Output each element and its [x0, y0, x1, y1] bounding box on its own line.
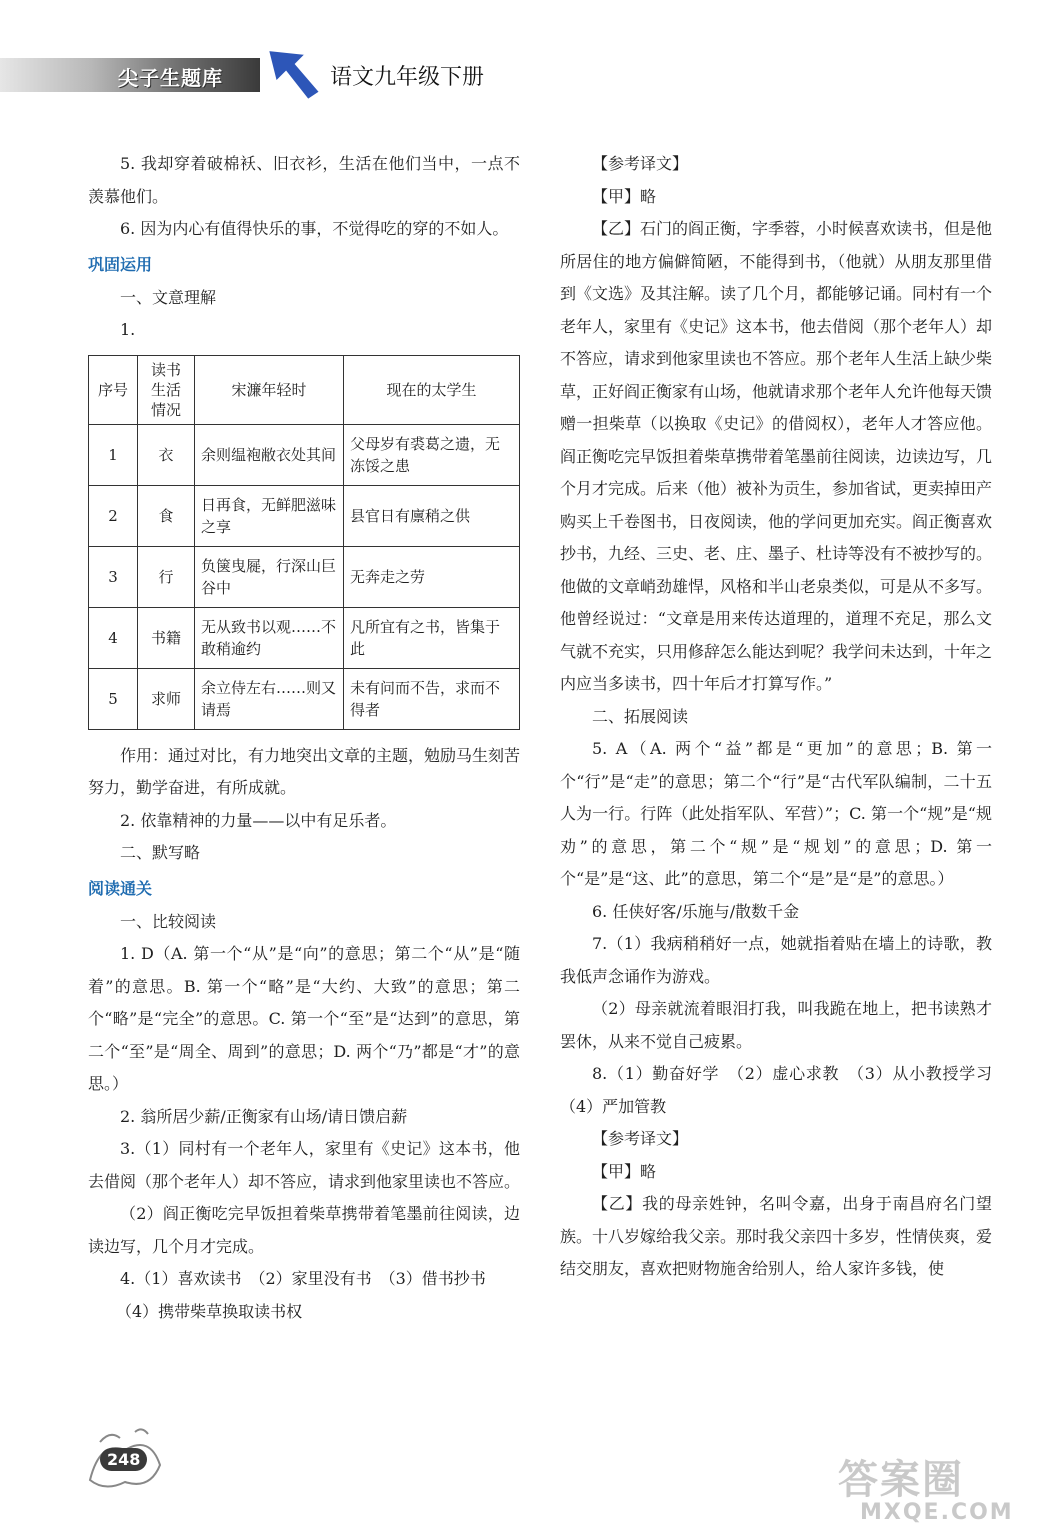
answer-r6: 6. 任侠好客/乐施与/散数千金 — [592, 901, 800, 921]
brand-title: 尖子生题库 — [118, 66, 223, 90]
subsection-comprehension: 一、文意理解 — [120, 287, 217, 307]
subject-title: 语文九年级下册 — [330, 65, 485, 90]
table-cell: 衣 — [138, 424, 195, 485]
right-column — [560, 148, 1009, 1286]
table-cell: 凡所宜有之书，皆集于此 — [344, 607, 520, 668]
answer-r7-2: （2）母亲就流着眼泪打我，叫我跪在地上，把书读熟才罢休，从来不觉自己疲累。 — [560, 999, 992, 1051]
question-1-label: 1. — [120, 320, 136, 339]
table-cell: 4 — [89, 607, 138, 668]
table-header-cell: 宋濂年轻时 — [195, 355, 344, 424]
table-header-cell: 序号 — [89, 355, 138, 424]
translation-yi: 【乙】石门的阎正衡，字季蓉，小时候喜欢读书，但是他所居住的地方偏僻简陋，不能得到书，（他就）从朋友那里借到《文选》及其注解。读了几个月，都能够记诵。同村有一个老年人，家里有《史记》这本书，他去借阅（那个老年人）却不答应，请求到他家里读也不答应。那个老年人生活上缺少柴草，正好阎正衡家有山场，他就请求那个老年人允许他每天馈赠一担柴草（以换取《史记》的借阅权），老年人才答应他。阎正衡吃完早饭担着柴草携带着笔墨前往阅读，边读边写，几个月才完成。后来（他）被补为贡生，参加省试，更卖掉田产购买上千卷图书，日夜阅读，他的学问更加充实。阎正衡喜欢抄书，九经、三史、老、庄、墨子、杜诗等没有不被抄写的。他做的文章峭劲雄悍，风格和半山老泉类似，可是从不多写。他曾经说过：“文章是用来传达道理的，道理不充足，那么文气就不充实，只用修辞怎么能达到呢？我学问未达到，十年之内应当多读书，四十年后才打算写作。” — [560, 219, 993, 693]
answer-r7-1: 7.（1）我病稍稍好一点，她就指着贴在墙上的诗歌，教我低声念诵作为游戏。 — [560, 934, 992, 986]
table-row — [89, 668, 520, 729]
reference-translation-heading: 【参考译文】 — [592, 154, 689, 173]
comparison-table — [88, 355, 520, 730]
subsection-dictation: 二、默写略 — [120, 843, 201, 862]
answer-r8: 8.（1）勤奋好学 （2）虚心求教 （3）从小教授学习 （4）严加管教 — [560, 1064, 1009, 1116]
table-cell: 余则缊袍敝衣处其间 — [195, 424, 344, 485]
table-cell: 无从致书以观……不敢稍逾约 — [195, 607, 344, 668]
subsection-extended-reading: 二、拓展阅读 — [592, 706, 689, 726]
reference-translation-heading-2: 【参考译文】 — [592, 1129, 689, 1148]
table-header-row — [89, 355, 520, 424]
translation-jia: 【甲】略 — [592, 186, 657, 206]
table-cell: 父母岁有裘葛之遗，无冻馁之患 — [344, 424, 520, 485]
table-cell: 县官日有廪稍之供 — [344, 485, 520, 546]
table-header-cell: 现在的太学生 — [344, 355, 520, 424]
table-cell: 1 — [89, 424, 138, 485]
translation-yi-2: 【乙】我的母亲姓钟，名叫令嘉，出身于南昌府名门望族。十八岁嫁给我父亲。那时我父亲四十多岁，性情侠爽，爱结交朋友，喜欢把财物施舍给别人，给人家许多钱，使 — [560, 1194, 993, 1278]
answer-r3-1: 3.（1）同村有一个老年人，家里有《史记》这本书，他去借阅（那个老年人）却不答应，请求到他家里读也不答应。 — [88, 1139, 521, 1191]
watermark-url: MXQE.COM — [860, 1500, 1014, 1525]
answer-r4-1: 4.（1）喜欢读书 （2）家里没有书 （3）借书抄书 — [120, 1269, 486, 1288]
translation-jia-2: 【甲】略 — [592, 1161, 657, 1181]
answer-r4-2: （4）携带柴草换取读书权 — [116, 1301, 303, 1321]
answer-r3-2: （2）阎正衡吃完早饭担着柴草携带着笔墨前往阅读，边读边写，几个月才完成。 — [88, 1204, 520, 1256]
arrow-icon — [262, 44, 322, 104]
table-row — [89, 607, 520, 668]
table-row — [89, 546, 520, 607]
watermark-logo-text: 答案圈 — [838, 1457, 964, 1503]
subsection-comparative-reading: 一、比较阅读 — [120, 911, 217, 931]
section-heading-consolidate: 巩固运用 — [88, 254, 153, 274]
table-cell: 食 — [138, 485, 195, 546]
page-header — [0, 44, 560, 104]
effect-paragraph: 作用：通过对比，有力地突出文章的主题，勉励马生刻苦努力，勤学奋进，有所成就。 — [88, 745, 521, 797]
answer-r1: 1. D（A. 第一个“从”是“向”的意思；第二个“从”是“随着”的意思。B. 第一个“略”是“大约、大致”的意思；第二个“略”是“完全”的意思。C. 第一个“至”是“达到”的意思，第二个“至”是“周全、周到”的意思；D. 两个“乃”都是“才”的意思。） — [88, 944, 520, 1093]
table-cell: 5 — [89, 668, 138, 729]
table-cell: 3 — [89, 546, 138, 607]
answer-r5: 5. A（A. 两个“益”都是“更加”的意思；B. 第一个“行”是“走”的意思；第二个“行”是“古代军队编制，二十五人为一行。行阵（此处指军队、军营）”；C. 第一个“规”是“规劝”的意思，第二个“规”是“规划”的意思；D. 第一个“是”是“这、此”的意思，第二个“是”是“是”的意思。） — [560, 739, 992, 888]
table-cell: 书籍 — [138, 607, 195, 668]
table-cell: 日再食，无鲜肥滋味之享 — [195, 485, 344, 546]
left-column — [88, 148, 520, 1328]
table-cell: 余立侍左右……则又请焉 — [195, 668, 344, 729]
answer-5: 5. 我却穿着破棉袄、旧衣衫，生活在他们当中，一点不羡慕他们。 — [88, 154, 520, 206]
table-cell: 行 — [138, 546, 195, 607]
answer-r2: 2. 翁所居少薪/正衡家有山场/请日馈启薪 — [120, 1106, 408, 1126]
table-cell: 求师 — [138, 668, 195, 729]
table-header-cell: 读书生活情况 — [138, 355, 195, 424]
answer-6: 6. 因为内心有值得快乐的事，不觉得吃的穿的不如人。 — [120, 219, 509, 238]
table-cell: 无奔走之劳 — [344, 546, 520, 607]
answer-q2: 2. 依靠精神的力量——以中有足乐者。 — [120, 810, 397, 830]
table-cell: 负箧曳屣，行深山巨谷中 — [195, 546, 344, 607]
section-heading-reading: 阅读通关 — [88, 878, 153, 898]
table-cell: 2 — [89, 485, 138, 546]
table-row — [89, 424, 520, 485]
page-number: 248 — [100, 1448, 147, 1471]
table-row — [89, 485, 520, 546]
table-cell: 未有问而不告，求而不得者 — [344, 668, 520, 729]
